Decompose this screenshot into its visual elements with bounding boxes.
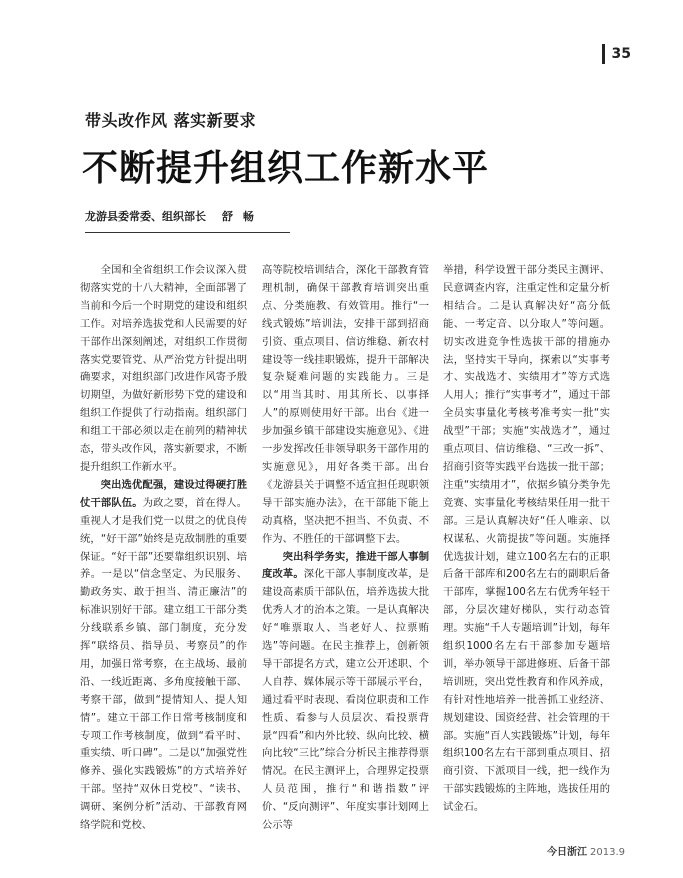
section-lead: 突出科学务实，推进干部人事制度改革。 <box>262 550 429 581</box>
paragraph: 高等院校培训结合，深化干部教育管理机制，确保干部教育培训突出重点、分类施教、有效管用。推行“一线式锻炼”培训法，安排干部到招商引资、重点项目、信访维稳、新农村建设等一线挂职锻炼，提升干部解决复杂疑难问题的实践能力。三是以“用当其时、用其所长、以事择人”的原则使用好干部。出台《进一步加强乡镇干部建设实施意见》、《进一步发挥改任非领导职务干部作用的实施意见》，用好各类干部。出台《龙游县关于调整不适宜担任现职领导干部实施办法》，在干部能下能上动真格，坚决把不担当、不负责、不作为、不胜任的干部调整下去。 <box>262 264 429 545</box>
byline <box>85 208 257 224</box>
author-name: 舒 畅 <box>222 210 257 223</box>
paragraph: 全国和全省组织工作会议深入贯彻落实党的十八大精神，全面部署了当前和今后一个时期党的建设和组织工作。对培养选拔党和人民需要的好干部作出深刻阐述，对组织工作贯彻落实党要管党、从严治党方针提出明确要求，对组织部门改进作风寄予殷切期望，为做好新形势下党的建设和组织工作提供了行动指南。组织部门和组工干部必须以走在前列的精神状态，带头改作风，落实新要求，不断提升组织工作新水平。 <box>80 264 247 473</box>
article-column-3 <box>443 262 610 817</box>
author-position: 龙游县委常委、组织部长 <box>85 210 206 223</box>
page-number: 35 <box>611 46 631 62</box>
issue-date: 2013.9 <box>590 847 625 858</box>
byline-rule <box>85 232 290 233</box>
paragraph-body: 深化干部人事制度改革，是建设高素质干部队伍，培养选拔大批优秀人才的治本之策。一是认真解决好“唯票取人、当老好人、拉票贿选”等问题。在民主推荐上，创新领导干部提名方式，建立公开述职、个人自荐、媒体展示等干部展示平台，通过看平时表现、看岗位职责和工作性质、看参与人员层次、看投票背景“四看”和内外比较、纵向比较、横向比较“三比”综合分析民主推荐得票情况。在民主测评上，合理界定投票人员范围，推行“和谐指数”评价、“反向测评”、年度实事计划网上公示等 <box>262 568 430 832</box>
page-number-divider <box>602 44 605 64</box>
paragraph: 举措，科学设置干部分类民主测评、民意调查内容，注重定性和定量分析相结合。二是认真解决好“高分低能、一考定音、以分取人”等问题。切实改进竞争性选拔干部的措施办法，坚持实干导向，探索以“实事考才、实战选才、实绩用才”等方式选人用人；推行“实事考才”，通过干部全员实事量化考核考准考实一批“实战型”干部；实施“实战选才”，通过重点项目、信访维稳、“三改一拆”、招商引资等实践平台选拔一批干部；注重“实绩用才”，依据乡镇分类争先竞赛、实事量化考核结果任用一批干部。三是认真解决好“任人唯亲、以权谋私、火箭提拔”等问题。实施择优选拔计划，建立100名左右的正职后备干部库和200名左右的副职后备干部库，掌握100名左右优秀年轻干部，分层次建好梯队，实行动态管理。实施“千人专题培训”计划，每年组织1000名左右干部参加专题培训，举办领导干部进修班、后备干部培训班，突出党性教育和作风养成，有针对性地培养一批善抓工业经济、规划建设、国资经营、社会管理的干部。实施“百人实践锻炼”计划，每年组织100名左右干部到重点项目、招商引资、下派项目一线，把一线作为干部实践锻炼的主阵地，选拔任用的试金石。 <box>443 264 610 814</box>
article-kicker: 带头改作风 落实新要求 <box>85 111 257 130</box>
article-column-1 <box>80 262 247 835</box>
page-number-block <box>602 44 631 64</box>
paragraph-body: 为政之要，首在得人。重视人才是我们党一以贯之的优良传统，“好干部”始终是克敌制胜的重要保证。“好干部”还要靠组织识别、培养。一是以“信念坚定、为民服务、勤政务实、敢于担当、清正廉洁”的标准识别好干部。建立组工干部分类分线联系乡镇、部门制度，充分发挥“联络员、指导员、考察员”的作用，加强日常考察，在主战场、最前沿、一线近距离、多角度接触干部、考察干部，做到“提情知人、提人知情”。建立干部工作日常考核制度和专项工作考核制度，做到“看平时、重实绩、听口碑”。二是以“加强党性修养、强化实践锻炼”的方式培养好干部。坚持“双休日党校”、“读书、调研、案例分析”活动、干部教育网络学院和党校、 <box>80 496 248 832</box>
section-lead: 突出选优配强，建设过得硬打胜仗干部队伍。 <box>80 478 247 509</box>
article-headline: 不断提升组织工作新水平 <box>82 147 490 189</box>
paragraph <box>262 549 429 836</box>
magazine-footer <box>547 843 625 858</box>
paragraph <box>80 477 247 835</box>
magazine-logo: 今日浙江 <box>547 847 587 858</box>
article-column-2 <box>262 262 429 835</box>
